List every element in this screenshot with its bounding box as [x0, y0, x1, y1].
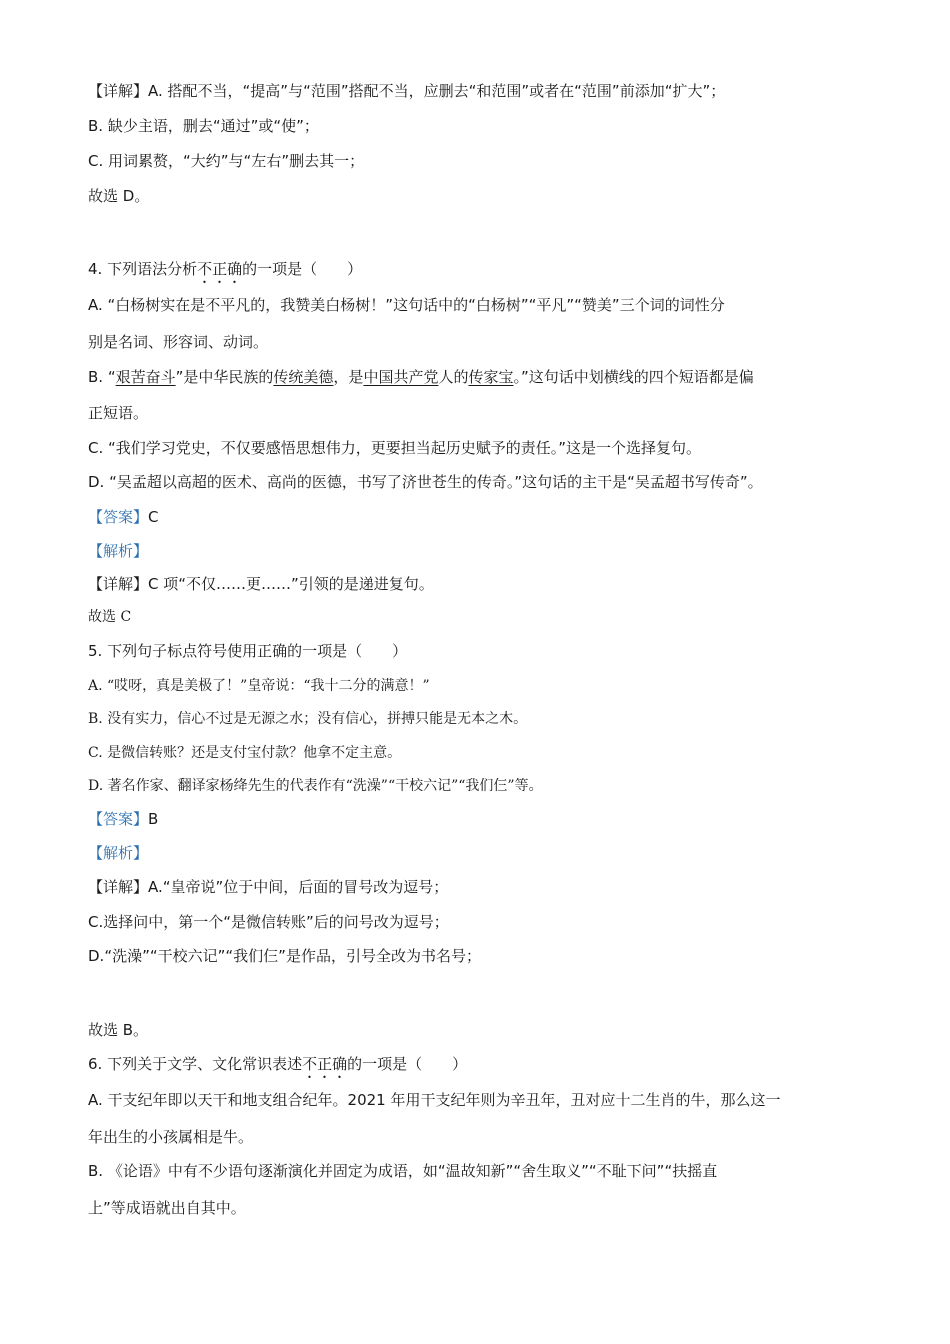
q5-detail-d: D.“洗澡”“干校六记”“我们仨”是作品，引号全改为书名号； [88, 947, 481, 965]
q4-stem-pre: 4. 下列语法分析 [88, 260, 198, 278]
q4-b-underlined-4: 传家宝 [468, 368, 514, 386]
q4-b-underlined-3: 中国共产党 [363, 368, 439, 386]
q6-stem [88, 1053, 467, 1082]
answer-tag: 【答案】 [88, 810, 149, 828]
q6-stem-pre: 6. 下列关于文学、文化常识表述 [88, 1055, 303, 1073]
q5-analysis-tag: 【解析】 [88, 844, 149, 862]
q5-option-d: D. 著名作家、翻译家杨绛先生的代表作有“洗澡”“干校六记”“我们仨”等。 [88, 778, 543, 794]
q5-stem: 5. 下列句子标点符号使用正确的一项是（ ） [88, 642, 408, 660]
q4-b-text-3: ，是 [333, 368, 364, 386]
q4-stem-post: 的一项是（ ） [242, 260, 363, 278]
q4-option-b-line1 [88, 366, 754, 388]
q3-detail-b: B. 缺少主语，删去“通过”或“使”； [88, 117, 319, 135]
q3-detail-c: C. 用词累赘，“大约”与“左右”删去其一； [88, 152, 365, 170]
answer-value: B [148, 810, 159, 828]
q4-b-underlined-1: 艰苦奋斗 [115, 368, 176, 386]
q6-stem-post: 的一项是（ ） [347, 1055, 468, 1073]
q4-option-a-line2: 别是名词、形容词、动词。 [88, 333, 269, 351]
q6-option-b-line1: B. 《论语》中有不少语句逐渐演化并固定为成语，如“温故知新”“舍生取义”“不耻下问”“扶摇直 [88, 1162, 718, 1180]
q6-option-a-line1: A. 干支纪年即以天干和地支组合纪年。2021 年用干支纪年则为辛丑年，丑对应十二生肖的牛，那么这一 [88, 1091, 781, 1109]
q4-option-b-line2: 正短语。 [88, 404, 149, 422]
q5-answer [88, 808, 158, 830]
q4-b-text-5: 。”这句话中划横线的四个短语都是偏 [513, 368, 754, 386]
q5-option-b: B. 没有实力，信心不过是无源之水；没有信心，拼搏只能是无本之木。 [88, 711, 528, 727]
q5-detail-a: 【详解】A.“皇帝说”位于中间，后面的冒号改为逗号； [88, 878, 449, 896]
q5-detail-c: C.选择问中，第一个“是微信转账”后的问号改为逗号； [88, 913, 449, 931]
q5-choose: 故选 B。 [88, 1021, 149, 1039]
q4-b-text-4: 人的 [438, 368, 469, 386]
q4-choose: 故选 C [88, 609, 132, 625]
answer-tag: 【答案】 [88, 508, 149, 526]
q5-option-a: A. “哎呀，真是美极了！”皇帝说：“我十二分的满意！” [88, 678, 430, 694]
q4-b-text-2: ”是中华民族的 [175, 368, 274, 386]
q6-option-a-line2: 年出生的小孩属相是牛。 [88, 1128, 254, 1146]
q6-stem-emphasis: 不正确 [302, 1055, 348, 1073]
q4-detail: 【详解】C 项“不仅……更……”引领的是递进复句。 [88, 575, 434, 593]
q4-analysis-tag: 【解析】 [88, 542, 149, 560]
answer-value: C [148, 508, 159, 526]
q4-option-a-line1: A. “白杨树实在是不平凡的，我赞美白杨树！”这句话中的“白杨树”“平凡”“赞美”三个词的词性分 [88, 296, 725, 314]
q4-stem-emphasis: 不正确 [197, 260, 243, 278]
q4-stem [88, 258, 362, 287]
q4-answer [88, 506, 159, 528]
q4-option-c: C. “我们学习党史，不仅要感悟思想伟力，更要担当起历史赋予的责任。”这是一个选择复句。 [88, 439, 702, 457]
q4-option-d: D. “吴孟超以高超的医术、高尚的医德，书写了济世苍生的传奇。”这句话的主干是“吴孟超书写传奇”。 [88, 473, 763, 491]
q3-choose: 故选 D。 [88, 187, 150, 205]
q4-b-underlined-2: 传统美德 [273, 368, 334, 386]
q6-option-b-line2: 上”等成语就出自其中。 [88, 1199, 246, 1217]
q4-b-text-1: B. “ [88, 368, 116, 386]
q3-detail-a: 【详解】A. 搭配不当，“提高”与“范围”搭配不当，应删去“和范围”或者在“范围”前添加“扩大”； [88, 82, 726, 100]
q5-option-c: C. 是微信转账？还是支付宝付款？他拿不定主意。 [88, 745, 402, 761]
